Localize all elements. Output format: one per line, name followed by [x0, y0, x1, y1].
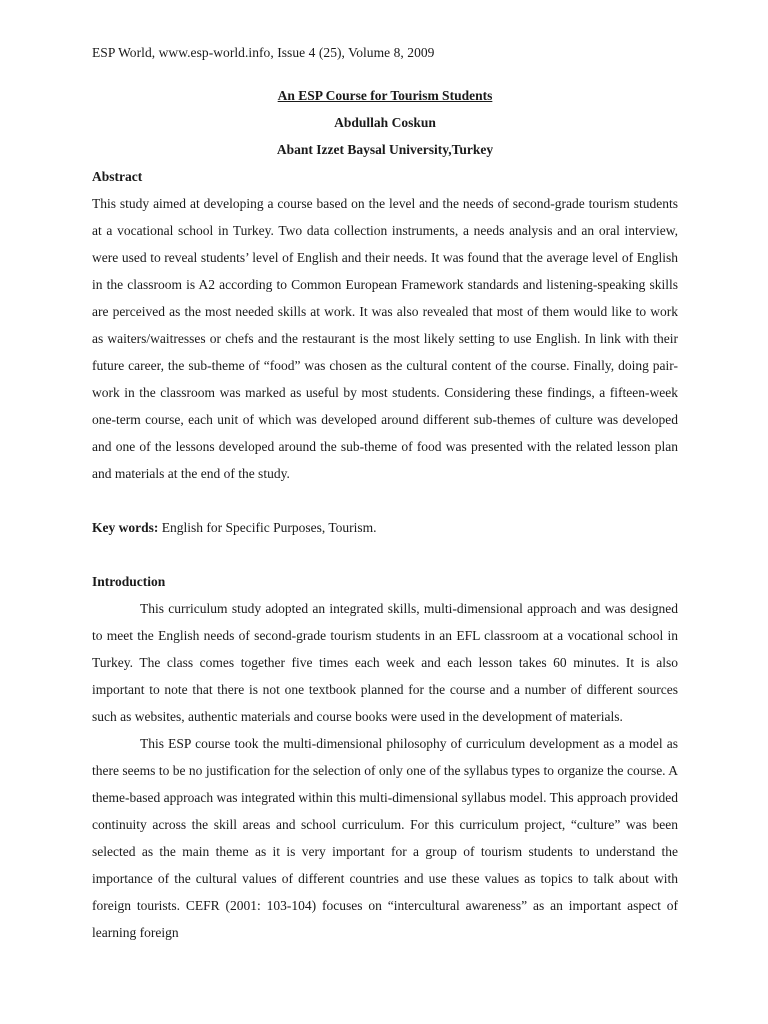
paper-title: An ESP Course for Tourism Students [277, 88, 493, 103]
introduction-heading: Introduction [92, 574, 166, 589]
abstract-text: This study aimed at developing a course based on the level and the needs of second-grade tourism students at a vocational school in Turkey. Two data collection instruments, a needs analysis and an oral interview, were used to reveal students’ level of English and their needs. It was found that the average level of English in the classroom is A2 according to Common European Framework standards and listening-speaking skills are perceived as the most needed skills at work. It was also revealed that most of them would like to work as waiters/waitresses or chefs and the restaurant is the most likely setting to use English. In link with their future career, the sub-theme of “food” was chosen as the cultural content of the course. Finally, doing pair-work in the classroom was marked as useful by most students. Considering these findings, a fifteen-week one-term course, each unit of which was developed around different sub-themes of culture was developed and one of the lessons developed around the sub-theme of food was presented with the related lesson plan and materials at the end of the study. [92, 196, 678, 481]
keywords-line [92, 514, 678, 541]
running-header: ESP World, www.esp-world.info, Issue 4 (25), Volume 8, 2009 [92, 45, 435, 60]
document-page [92, 40, 678, 946]
abstract-heading: Abstract [92, 169, 143, 184]
introduction-paragraph-2: This ESP course took the multi-dimensional philosophy of curriculum development as a model as there seems to be no justification for the selection of only one of the syllabus types to organize the course. A theme-based approach was integrated within this multi-dimensional syllabus model. This approach provided continuity across the skill areas and school curriculum. For this curriculum project, “culture” was been selected as the main theme as it is very important for a group of tourism students to understand the importance of the cultural values of different countries and use these values as topics to talk about with foreign tourists. CEFR (2001: 103-104) focuses on “intercultural awareness” as an important aspect of learning foreign [92, 736, 678, 940]
author-name: Abdullah Coskun [334, 115, 436, 130]
keywords-text: English for Specific Purposes, Tourism. [158, 520, 377, 535]
author-affiliation: Abant Izzet Baysal University,Turkey [276, 142, 494, 157]
introduction-paragraph-1: This curriculum study adopted an integrated skills, multi-dimensional approach and was designed to meet the English needs of second-grade tourism students in an EFL classroom at a vocational school in Turkey. The class comes together five times each week and each lesson takes 60 minutes. It is also important to note that there is not one textbook planned for the course and a number of different sources such as websites, authentic materials and course books were used in the development of materials. [92, 601, 678, 724]
keywords-label: Key words: [92, 520, 159, 535]
title-block [92, 82, 678, 163]
